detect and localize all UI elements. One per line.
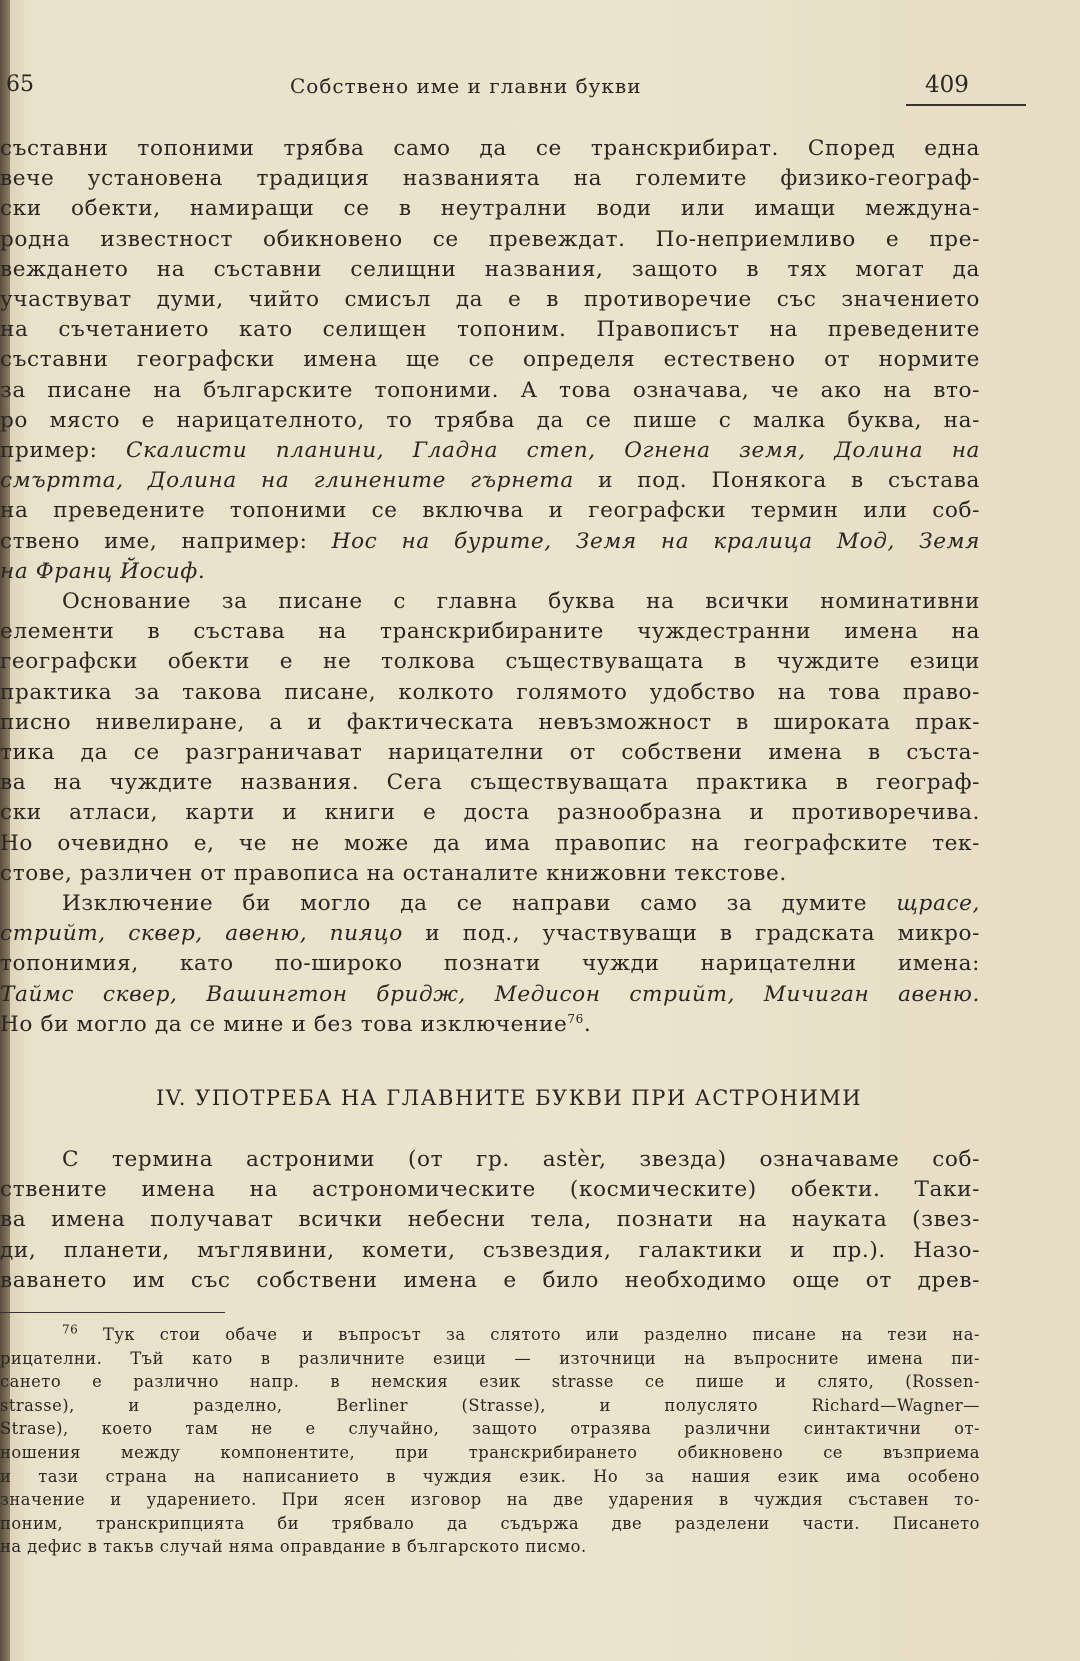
italic-example: стрийт, сквер, авеню, пияцо <box>0 921 403 947</box>
text-run: и под. Понякога в състава <box>573 468 980 494</box>
text-line: елементи в състава на транскрибираните чуждестранни имена на <box>0 619 980 645</box>
text-line: ва на чуждите названия. Сега съществуващата практика в географ- <box>0 770 980 796</box>
text-line: Но очевидно е, че не може да има правопис на географските тек- <box>0 830 980 856</box>
italic-example: щрасе, <box>896 891 980 917</box>
footnote-line: на дефис в такъв случай няма оправдание в българското писмо. <box>0 1537 587 1557</box>
footnote-rule <box>0 1312 225 1313</box>
text-line: ва имена получават всички небесни тела, познати на науката (звез- <box>0 1207 980 1233</box>
text-line <box>0 889 980 919</box>
text-line: участвуват думи, чийто смисъл да е в противоречие със значението <box>0 287 980 313</box>
footnote-line <box>0 1323 980 1347</box>
text-line: писно нивелиране, а и фактическата невъзможност в широката прак- <box>0 709 980 735</box>
main-text <box>0 134 980 1040</box>
text-line: веждането на съставни селищни названия, защото в тях могат да <box>0 256 980 282</box>
footnote-reference: 76 <box>567 1011 584 1026</box>
text-line: за писане на българските топоними. А това означава, че ако на вто- <box>0 377 980 403</box>
footnote-line: Strase), което там не е случайно, защото отразява различни синтактични от- <box>0 1419 980 1439</box>
italic-example: Скалисти планини, Гладна степ, Огнена земя, Долина на <box>126 438 980 464</box>
text-line <box>0 466 980 496</box>
text-line: ствените имена на астрономическите (космическите) обекти. Таки- <box>0 1177 980 1203</box>
footnote-line: сането е различно напр. в немския език strasse се пише и слято, (Rossen- <box>0 1372 980 1392</box>
footnote-line: поним, транскрипцията би трябвало да съдържа две разделени части. Писането <box>0 1513 980 1533</box>
text-line: на съчетанието като селищен топоним. Правописът на преведените <box>0 317 980 343</box>
text-line: вече установена традиция названията на големите физико-географ- <box>0 166 980 192</box>
text-run: Но би могло да се мине и без това изключение <box>0 1011 568 1037</box>
text-line: ди, планети, мъглявини, комети, съзвездия, галактики и пр.). Назо- <box>0 1237 980 1263</box>
text-line: родна известност обикновено се превеждат. По-неприемливо е пре- <box>0 226 980 252</box>
text-run: . <box>583 1011 592 1037</box>
text-line: ваването им със собствени имена е било необходимо още от древ- <box>0 1267 980 1293</box>
italic-example: Таймс сквер, Вашингтон бридж, Медисон стрийт, Мичиган авеню. <box>0 981 980 1007</box>
text-line: съставни топоними трябва само да се транскрибират. Според една <box>0 136 980 161</box>
running-header <box>0 72 1050 108</box>
text-line: практика за такова писане, колкото голямото удобство на това право- <box>0 679 980 705</box>
text-run: пример: <box>0 438 127 464</box>
footnote-number: 76 <box>62 1322 79 1337</box>
text-run: ствено име, например: <box>0 528 332 554</box>
section-heading: IV. УПОТРЕБА НА ГЛАВНИТЕ БУКВИ ПРИ АСТРОНИМИ <box>156 1086 863 1110</box>
text-line: ро място е нарицателното, то трябва да се пише с малка буква, на- <box>0 407 980 433</box>
text-line <box>0 557 980 587</box>
text-line <box>0 527 980 557</box>
text-line <box>0 1010 980 1040</box>
text-line: тика да се разграничават нарицателни от собствени имена в съста- <box>0 740 980 766</box>
text-line: стове, различен от правописа на останалите книжовни текстове. <box>0 860 787 886</box>
text-line: на преведените топоними се включва и географски термин или соб- <box>0 498 980 524</box>
running-title: Собствено име и главни букви <box>290 74 642 98</box>
text-line: топонимия, като по-широко познати чужди нарицателни имена: <box>0 951 980 977</box>
footnote-line: strasse), и разделно, Berliner (Strasse), и полуслято Richard—Wagner— <box>0 1395 980 1415</box>
text-line: Основание за писане с главна буква на всички номинативни <box>62 589 980 615</box>
footnote-line: и тази страна на написанието в чуждия език. Но за нашия език има особено <box>0 1466 980 1486</box>
text-line: С термина астроними (от гр. astèr, звезда) означаваме соб- <box>62 1147 980 1172</box>
page-number: 409 <box>925 72 969 98</box>
italic-example: на Франц Йосиф. <box>0 558 206 584</box>
footnotes <box>0 1323 980 1559</box>
text-run: Тук стои обаче и въпросът за слятото или разделно писане на тези на- <box>78 1325 980 1344</box>
text-line: съставни географски имена ще се определя естествено от нормите <box>0 347 980 373</box>
text-run: и под., участвуващи в градската микро- <box>402 921 980 947</box>
footnote-line: значение и ударението. При ясен изговор на две ударения в чуждия съставен то- <box>0 1490 980 1510</box>
text-line: ски атласи, карти и книги е доста разнообразна и противоречива. <box>0 800 980 826</box>
main-text-continued <box>0 1145 980 1296</box>
text-line <box>0 436 980 466</box>
header-rule <box>906 104 1026 106</box>
text-line: ски обекти, намиращи се в неутрални води или имащи междуна- <box>0 196 980 222</box>
footnote-line: ношения между компонентите, при транскрибирането обикновено се възприема <box>0 1442 980 1462</box>
text-line <box>0 919 980 949</box>
text-line: географски обекти е не толкова съществуващата в чуждите езици <box>0 649 980 675</box>
footnote-line: рицателни. Тъй като в различните езици — източници на въпросните имена пи- <box>0 1348 980 1368</box>
text-line <box>0 980 980 1010</box>
italic-example: Нос на бурите, Земя на кралица Мод, Земя <box>331 528 980 554</box>
text-run: Изключение би могло да се направи само за думите <box>62 891 897 917</box>
header-left-number: 65 <box>6 72 34 97</box>
italic-example: смъртта, Долина на глинените гърнета <box>0 468 574 494</box>
